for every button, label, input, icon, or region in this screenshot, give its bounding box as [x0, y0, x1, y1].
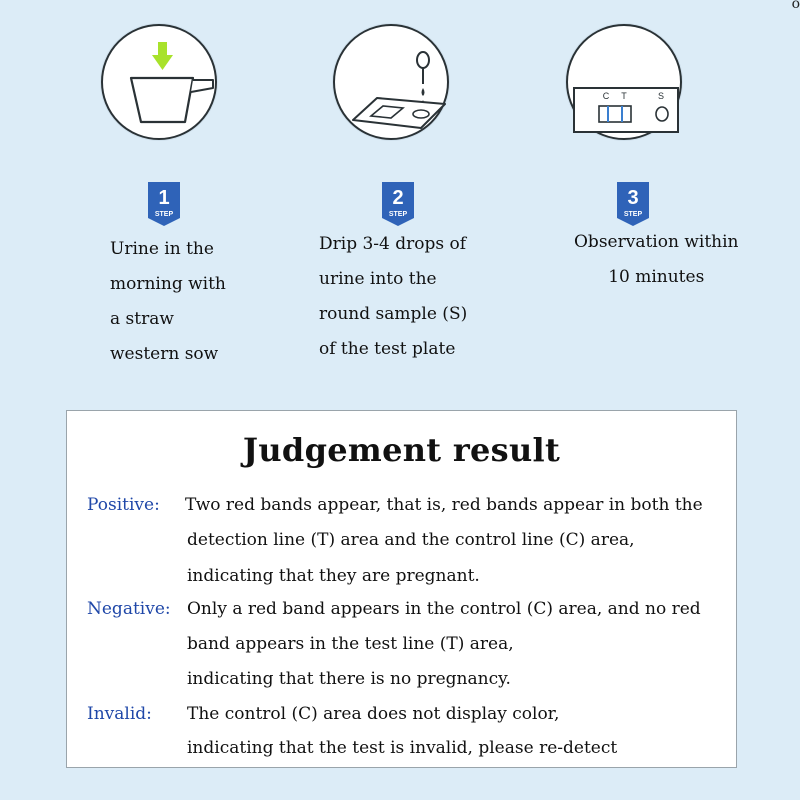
step-1-badge-label: STEP: [154, 211, 174, 218]
invalid-line: indicating that the test is invalid, please re-detect: [187, 738, 618, 758]
step-3-number: 3: [627, 187, 639, 209]
step-1-line: a straw: [110, 309, 174, 329]
step-2-badge: [382, 182, 414, 226]
judgement-result-panel: [66, 410, 737, 768]
step-3-description: [574, 225, 738, 295]
invalid-label: Invalid:: [87, 704, 152, 724]
cassette-label-c: C: [602, 91, 610, 101]
urine-cup-icon: [103, 26, 215, 138]
test-cassette-icon: [568, 26, 680, 138]
step-1-illustration: [101, 24, 217, 140]
step-1-line: western sow: [110, 344, 219, 364]
invalid-line: The control (C) area does not display color,: [187, 704, 560, 724]
step-1-line: morning with: [110, 274, 226, 294]
judgement-result-title: Judgement result: [242, 431, 561, 469]
dropper-test-plate-icon: [335, 26, 447, 138]
positive-line: detection line (T) area and the control line (C) area,: [187, 530, 635, 550]
cassette-label-t: T: [621, 91, 627, 101]
step-3-badge-label: STEP: [623, 211, 643, 218]
step-2-line: round sample (S): [319, 304, 468, 324]
step-1-line: Urine in the: [110, 239, 214, 259]
step-1-description: [110, 232, 226, 372]
step-2-description: [319, 227, 467, 367]
step-3-line: Observation within: [574, 232, 739, 252]
step-3-badge: [617, 182, 649, 226]
negative-line: Only a red band appears in the control (C) area, and no red: [187, 599, 701, 619]
step-2-line: Drip 3-4 drops of: [319, 234, 467, 254]
step-1-badge: [148, 182, 180, 226]
negative-line: indicating that there is no pregnancy.: [187, 669, 511, 689]
negative-label: Negative:: [87, 599, 171, 619]
step-3-line: 10 minutes: [608, 267, 705, 287]
step-1-number: 1: [158, 187, 170, 209]
step-2-line: of the test plate: [319, 339, 456, 359]
positive-line: indicating that they are pregnant.: [187, 566, 480, 586]
corner-mark: o: [791, 0, 800, 12]
cassette-label-s: S: [657, 91, 665, 101]
positive-line: Two red bands appear, that is, red bands appear in both the: [185, 495, 703, 515]
positive-label: Positive:: [87, 495, 160, 515]
step-2-illustration: [333, 24, 449, 140]
step-2-number: 2: [392, 187, 404, 209]
step-3-illustration: [566, 24, 682, 140]
step-2-line: urine into the: [319, 269, 437, 289]
negative-line: band appears in the test line (T) area,: [187, 634, 514, 654]
step-2-badge-label: STEP: [388, 211, 408, 218]
